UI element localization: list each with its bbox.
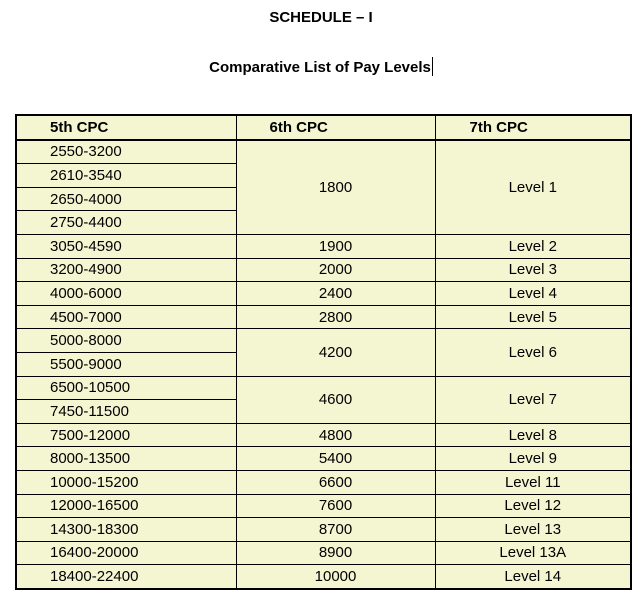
cell-7th-cpc-level: Level 7 [435, 376, 631, 423]
cell-5th-cpc-scale: 18400-22400 [16, 565, 236, 589]
cell-5th-cpc-scale: 10000-15200 [16, 470, 236, 494]
cell-5th-cpc-scale: 2650-4000 [16, 187, 236, 211]
cell-7th-cpc-level: Level 9 [435, 447, 631, 471]
table-row [16, 305, 631, 329]
table-header-row [16, 115, 631, 140]
cell-7th-cpc-level: Level 6 [435, 329, 631, 376]
cell-6th-cpc-grade-pay: 4200 [236, 329, 435, 376]
table-row [16, 258, 631, 282]
cell-7th-cpc-level: Level 13 [435, 518, 631, 542]
cell-5th-cpc-scale: 12000-16500 [16, 494, 236, 518]
cell-7th-cpc-level: Level 8 [435, 423, 631, 447]
table-row [16, 518, 631, 542]
cell-7th-cpc-level: Level 11 [435, 470, 631, 494]
cell-6th-cpc-grade-pay: 8700 [236, 518, 435, 542]
cell-5th-cpc-scale: 14300-18300 [16, 518, 236, 542]
text-cursor [432, 57, 433, 76]
cell-7th-cpc-level: Level 14 [435, 565, 631, 589]
cell-5th-cpc-scale: 7450-11500 [16, 400, 236, 424]
cell-6th-cpc-grade-pay: 1900 [236, 234, 435, 258]
table-row [16, 376, 631, 400]
cell-5th-cpc-scale: 4000-6000 [16, 282, 236, 306]
cell-7th-cpc-level: Level 2 [435, 234, 631, 258]
table-row [16, 329, 631, 353]
cell-5th-cpc-scale: 6500-10500 [16, 376, 236, 400]
document-subtitle-text: Comparative List of Pay Levels [209, 59, 431, 76]
table-body [16, 140, 631, 589]
cell-7th-cpc-level: Level 12 [435, 494, 631, 518]
cell-7th-cpc-level: Level 4 [435, 282, 631, 306]
document-subtitle [0, 57, 642, 76]
cell-5th-cpc-scale: 4500-7000 [16, 305, 236, 329]
cell-5th-cpc-scale: 2750-4400 [16, 211, 236, 235]
cell-5th-cpc-scale: 2550-3200 [16, 140, 236, 164]
cell-7th-cpc-level: Level 3 [435, 258, 631, 282]
cell-7th-cpc-level: Level 13A [435, 541, 631, 565]
cell-5th-cpc-scale: 7500-12000 [16, 423, 236, 447]
cell-5th-cpc-scale: 3200-4900 [16, 258, 236, 282]
cell-6th-cpc-grade-pay: 1800 [236, 140, 435, 235]
cell-6th-cpc-grade-pay: 6600 [236, 470, 435, 494]
cell-6th-cpc-grade-pay: 2800 [236, 305, 435, 329]
table-row [16, 447, 631, 471]
table-row [16, 423, 631, 447]
cell-5th-cpc-scale: 3050-4590 [16, 234, 236, 258]
cell-6th-cpc-grade-pay: 2400 [236, 282, 435, 306]
cell-5th-cpc-scale: 5500-9000 [16, 352, 236, 376]
document-title: SCHEDULE – I [269, 9, 373, 26]
cell-5th-cpc-scale: 8000-13500 [16, 447, 236, 471]
table-row [16, 494, 631, 518]
cell-5th-cpc-scale: 16400-20000 [16, 541, 236, 565]
table-row [16, 541, 631, 565]
table-row [16, 470, 631, 494]
cell-5th-cpc-scale: 2610-3540 [16, 164, 236, 188]
cell-6th-cpc-grade-pay: 7600 [236, 494, 435, 518]
cell-7th-cpc-level: Level 5 [435, 305, 631, 329]
column-header-7th-cpc: 7th CPC [435, 115, 631, 140]
cell-6th-cpc-grade-pay: 4600 [236, 376, 435, 423]
cell-6th-cpc-grade-pay: 5400 [236, 447, 435, 471]
table-row [16, 140, 631, 164]
cell-7th-cpc-level: Level 1 [435, 140, 631, 235]
cell-6th-cpc-grade-pay: 2000 [236, 258, 435, 282]
cell-6th-cpc-grade-pay: 8900 [236, 541, 435, 565]
table-row [16, 565, 631, 589]
cell-6th-cpc-grade-pay: 4800 [236, 423, 435, 447]
column-header-6th-cpc: 6th CPC [236, 115, 435, 140]
table-row [16, 282, 631, 306]
table-row [16, 234, 631, 258]
column-header-5th-cpc: 5th CPC [16, 115, 236, 140]
cell-6th-cpc-grade-pay: 10000 [236, 565, 435, 589]
cell-5th-cpc-scale: 5000-8000 [16, 329, 236, 353]
pay-levels-table [15, 114, 632, 590]
